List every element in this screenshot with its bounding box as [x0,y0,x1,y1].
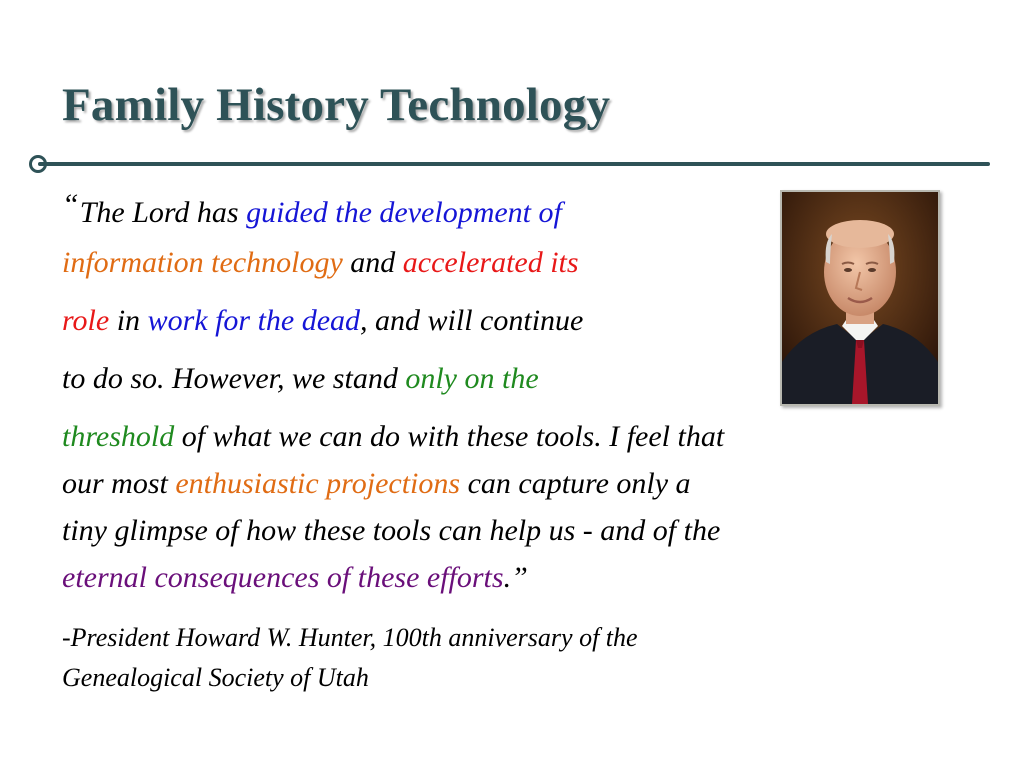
quote-segment: of what we can do with these tools. I feel that [174,420,725,453]
portrait-photo [780,190,940,406]
quote-segment: only on the [405,362,539,395]
quote-line-4 [62,362,539,396]
quote-segment: enthusiastic projections [175,467,461,500]
quote-segment: work for the dead [147,304,361,337]
attribution [62,618,638,698]
quote-segment: role [62,304,110,337]
quote-line-5 [62,420,724,454]
quote-segment: to do so. However, we stand [62,362,406,395]
quote-segment: The Lord has [79,196,247,229]
quote-segment: eternal consequences of these efforts [62,561,504,594]
attribution-line-1: -President Howard W. Hunter, 100th anniversary of the [62,623,638,652]
quote-segment: “ [62,188,79,221]
quote-line-8 [62,561,528,595]
quote-segment: threshold [62,420,175,453]
quote-line-7 [62,514,720,548]
portrait-illustration [782,192,938,404]
quote-segment: guided the development of [246,196,562,229]
quote-line-3 [62,304,583,338]
quote-segment: accelerated its [402,246,579,279]
quote-segment: in [109,304,148,337]
attribution-line-2: Genealogical Society of Utah [62,663,369,692]
quote-segment: tiny glimpse of how these tools can help us - and of the [62,514,721,547]
quote-segment: can capture only a [460,467,691,500]
quote-segment: and [342,246,403,279]
quote-segment: , and will continue [360,304,584,337]
quote-line-6 [62,467,691,501]
quote-segment: information technology [62,246,343,279]
quote-line-1 [62,188,562,230]
slide-title: Family History Technology [62,79,611,131]
quote-line-2 [62,246,579,280]
quote-segment: .” [503,561,528,594]
quote-segment: our most [62,467,176,500]
title-rule [38,162,990,166]
